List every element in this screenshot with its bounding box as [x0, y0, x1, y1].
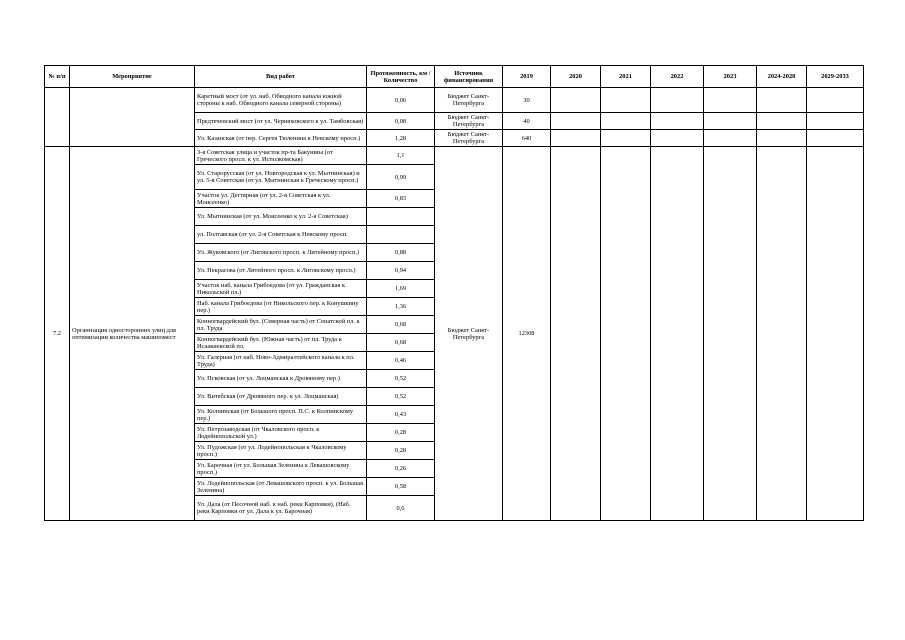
- year-cell: [807, 113, 864, 130]
- length-cell: 0,88: [367, 244, 435, 262]
- length-cell: [367, 226, 435, 244]
- source-cell: Бюджет Санкт-Петербурга: [435, 113, 503, 130]
- header-event: Мероприятие: [70, 66, 195, 88]
- length-cell: 0,94: [367, 262, 435, 280]
- event-cell-empty: [70, 88, 195, 147]
- year-cell: [651, 147, 704, 521]
- length-cell: 0,06: [367, 88, 435, 113]
- year-cell: [601, 113, 651, 130]
- work-cell: Ул. Казанская (от пер. Сергея Тюленина к Невскому просп.): [195, 130, 367, 147]
- work-cell: Ул. Дала (от Песочной наб. к наб. реки Карповки), (Наб. реки Карповки от ул. Дала к ул. Барочная): [195, 496, 367, 521]
- work-cell: Ул. Петрозаводская (от Чкаловского просп. к Лодейнопольской ул.): [195, 424, 367, 442]
- work-cell: Ул. Пудожская (от ул. Лодейнопольская к Чкаловскому просп.): [195, 442, 367, 460]
- length-cell: 0,26: [367, 460, 435, 478]
- year-cell: [551, 113, 601, 130]
- year-cell: [704, 130, 757, 147]
- year-cell: [757, 130, 807, 147]
- work-cell: 3-я Советская улица и участок пр-та Бакунина (от Греческого просп. к ул. Исполкомская): [195, 147, 367, 165]
- header-year-2023: 2023: [704, 66, 757, 88]
- length-cell: 0,83: [367, 190, 435, 208]
- work-cell: Ул. Витебская (от Дровяного пер. к ул. Лоцманская): [195, 388, 367, 406]
- work-cell: Ул. Мытнинская (от ул. Моисеенко к ул. 2-я Советская): [195, 208, 367, 226]
- length-cell: 0,99: [367, 165, 435, 190]
- work-cell: Ул. Лодейнопольская (от Левашовского просп. к ул. Большая Зеленина): [195, 478, 367, 496]
- length-cell: 0,28: [367, 442, 435, 460]
- source-cell: Бюджет Санкт-Петербурга: [435, 130, 503, 147]
- length-cell: [367, 208, 435, 226]
- year-cell: [651, 130, 704, 147]
- length-cell: 0,6: [367, 496, 435, 521]
- header-year-2029-2033: 2029-2033: [807, 66, 864, 88]
- length-cell: 1,69: [367, 280, 435, 298]
- work-cell: Конногвардейский бул. (Южная часть) от пл. Труда к Исаакиевской пл.: [195, 334, 367, 352]
- header-work-type: Вид работ: [195, 66, 367, 88]
- length-cell: 0,08: [367, 113, 435, 130]
- year-cell: [651, 113, 704, 130]
- length-cell: 0,28: [367, 424, 435, 442]
- work-cell: Ул. Псковская (от ул. Лоцманская к Дровяному пер.): [195, 370, 367, 388]
- work-cell: Участок ул. Дегтярная (от ул. 2-я Советская к ул. Моисеенко): [195, 190, 367, 208]
- header-year-2022: 2022: [651, 66, 704, 88]
- year-cell: [704, 113, 757, 130]
- year-cell: [757, 113, 807, 130]
- header-length: Протяженность, км / Количество: [367, 66, 435, 88]
- length-cell: 1,28: [367, 130, 435, 147]
- num-cell-empty: [45, 88, 70, 147]
- work-cell: Ул. Жуковского (от Лиговского просп. к Литейному просп.): [195, 244, 367, 262]
- length-cell: 1,1: [367, 147, 435, 165]
- work-cell: Конногвардейский бул. (Северная часть) от Сенатской пл. к пл. Труда: [195, 316, 367, 334]
- y2019-cell: 640: [503, 130, 551, 147]
- year-cell: [704, 147, 757, 521]
- year-cell: [757, 88, 807, 113]
- year-cell: [807, 130, 864, 147]
- financing-table: [44, 65, 864, 521]
- year-cell: [651, 88, 704, 113]
- table-row: [45, 147, 864, 165]
- source-cell: Бюджет Санкт-Петербурга: [435, 88, 503, 113]
- year-cell: [807, 88, 864, 113]
- header-source: Источник финансирования: [435, 66, 503, 88]
- year-cell: [601, 88, 651, 113]
- work-cell: Ул. Колпинская (от Большого просп. П.С. к Колпинскому пер.): [195, 406, 367, 424]
- length-cell: 0,52: [367, 370, 435, 388]
- year-cell: [551, 130, 601, 147]
- group-event-cell: Организация односторонних улиц для оптимизации количества машиномест: [70, 147, 195, 521]
- year-cell: [704, 88, 757, 113]
- table-row: [45, 88, 864, 113]
- year-cell: [551, 147, 601, 521]
- header-num: № п/п: [45, 66, 70, 88]
- header-year-2019: 2019: [503, 66, 551, 88]
- work-cell: Ул. Барочная (от ул. Большая Зеленина к Левашовскому просп.): [195, 460, 367, 478]
- length-cell: 0,68: [367, 334, 435, 352]
- work-cell: ул. Полтавская (от ул. 2-я Советская к Невскому просп.: [195, 226, 367, 244]
- work-cell: Каретный мост (от ул. наб. Обводного канала южной стороны к наб. Обводного канала северной стороны): [195, 88, 367, 113]
- length-cell: 0,52: [367, 388, 435, 406]
- year-cell: [807, 147, 864, 521]
- work-cell: Ул. Галерная (от наб. Ново-Адмиралтейского канала к пл. Труда): [195, 352, 367, 370]
- length-cell: 0,68: [367, 316, 435, 334]
- header-year-2020: 2020: [551, 66, 601, 88]
- year-cell: [757, 147, 807, 521]
- year-cell: [601, 147, 651, 521]
- year-cell: [551, 88, 601, 113]
- work-cell: Ул. Некрасова (от Литейного просп. к Лиговскому просп.): [195, 262, 367, 280]
- length-cell: 0,43: [367, 406, 435, 424]
- header-year-2024-2028: 2024-2028: [757, 66, 807, 88]
- work-cell: Участок наб. канала Грибоедова (от ул. Гражданская к Никольской пл.): [195, 280, 367, 298]
- work-cell: Предтеченский мост (от ул. Черняховского к ул. Тамбовская): [195, 113, 367, 130]
- year-cell: [601, 130, 651, 147]
- work-cell: Ул. Старорусская (от ул. Новгородская к ул. Мытнинская) и ул. 5-я Советская (от ул. Мытнинская к Греческому просп.): [195, 165, 367, 190]
- y2019-cell: 30: [503, 88, 551, 113]
- group-source-cell: Бюджет Санкт-Петербурга: [435, 147, 503, 521]
- length-cell: 0,58: [367, 478, 435, 496]
- header-row: [45, 66, 864, 88]
- y2019-cell: 40: [503, 113, 551, 130]
- length-cell: 1,36: [367, 298, 435, 316]
- length-cell: 0,46: [367, 352, 435, 370]
- group-num-cell: 7.2: [45, 147, 70, 521]
- work-cell: Наб. канала Грибоедова (от Никольского пер. к Конушкину пер.): [195, 298, 367, 316]
- group-y2019-cell: 12308: [503, 147, 551, 521]
- header-year-2021: 2021: [601, 66, 651, 88]
